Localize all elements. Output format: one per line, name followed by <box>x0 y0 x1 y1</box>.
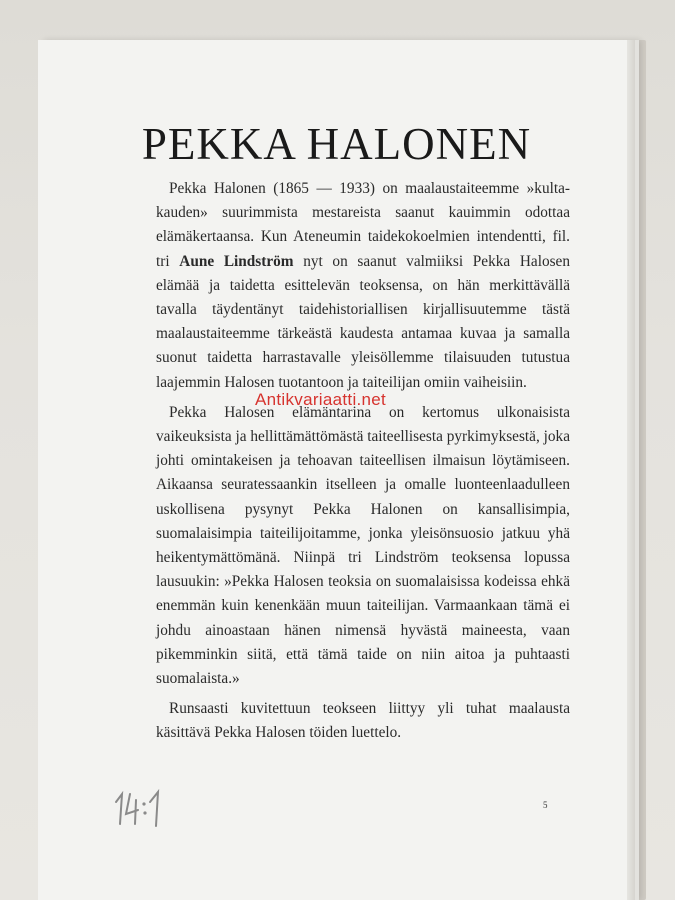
blurb-paragraph-3: Runsaasti kuvitettuun teokseen liittyy yli tuhat maalausta käsittävä Pekka Halosen töiden luettelo. <box>156 700 570 742</box>
watermark: Antikvariaatti.net <box>255 390 387 409</box>
page-number: 5 <box>543 800 548 810</box>
paragraph-1-intro: Pekka Halonen (1865 — 1933) on maalaustaiteemme »kulta-kauden» suurimmista mestareista saanut kauimmin odottaa elämäkertaansa. Kun Ateneumin taidekokoelmien intendentti, fil. tri <box>156 180 570 270</box>
paragraph-1-rest: nyt on saanut valmiiksi Pekka Halosen elämää ja taidetta esittelevän teoksensa, on hän merkittävällä tavalla täydentänyt taidehistoriallisen kirjallisuutemme tästä maalaustaiteemme tärkeästä kaudesta antamaa kuvaa ja samalla suonut taidetta harrastavalle yleisöllemme tilaisuuden tutustua laajemmin Halosen tuotantoon ja taiteilijan omiin vaiheisiin. <box>156 252 570 391</box>
author-name: Aune Lindström <box>179 252 294 270</box>
blurb-paragraph-2: Pekka Halosen elämäntarina on kertomus ulkonaisista vaikeuksista ja hellittämättömästä taiteellisesta pyrkimyksestä, joka johti omintakeisen ja tehoavan taiteellisen ilmaisun löytämiseen. Aikaansa seuratessaankin itselleen ja omalle luonteenlaadulleen uskollisena pysynyt Pekka Halonen on kansallisimpia, suomalaisimpia taiteilijoitamme, jonka yleisönsuosio jatkuu yhä heikentymättömänä. Niinpä tri Lindström teoksensa lopussa lausuukin: »Pekka Halosen teoksia on suomalaisissa kodeissa ehkä enemmän kuin kenenkään muun taiteilijan. Varmaankaan tämä ei johdu ainoastaan hänen nimensä hyvästä maineesta, vaan pikemminkin siitä, että tämä taide on niin aitoa ja puhtaasti suomalaista.» <box>156 403 570 688</box>
blurb-paragraph-1 <box>156 177 570 395</box>
book-back-cover <box>38 40 635 900</box>
book-title: PEKKA HALONEN <box>141 119 532 169</box>
handwritten-mark <box>108 780 168 835</box>
blurb-text <box>156 177 570 752</box>
